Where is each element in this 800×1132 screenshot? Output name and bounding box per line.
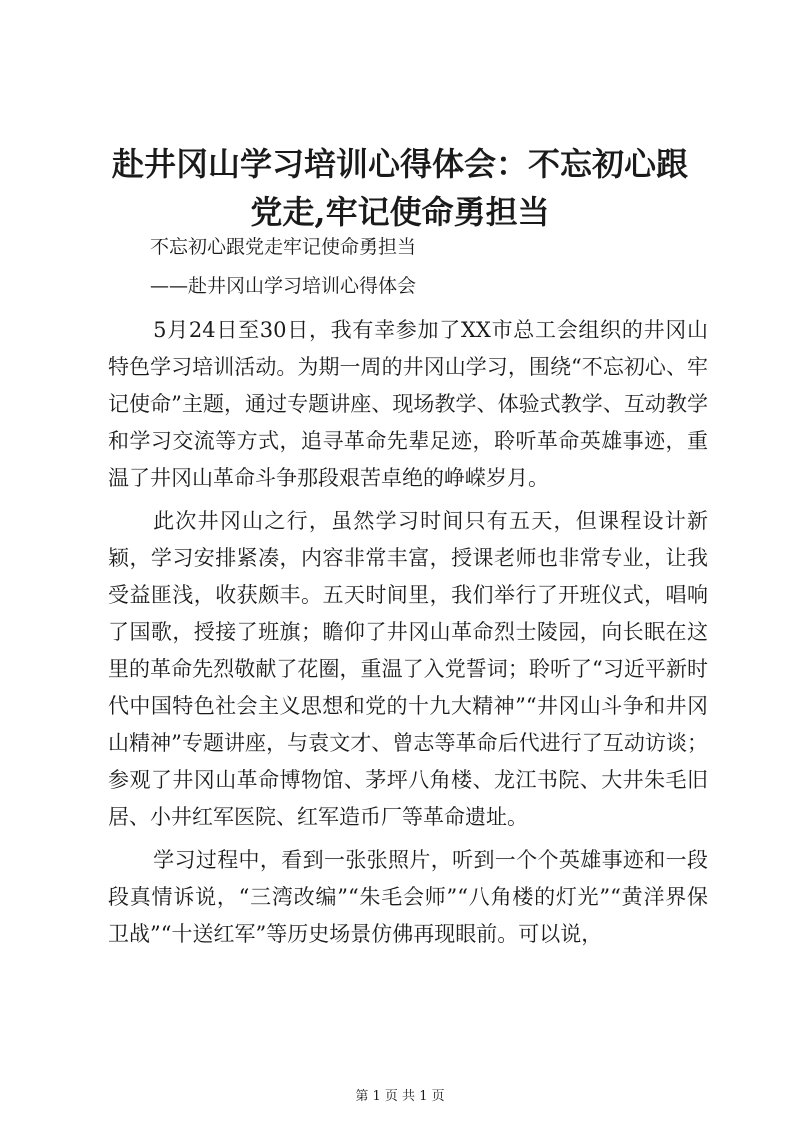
body-paragraph-3: 学习过程中，看到一张张照片，听到一个个英雄事迹和一段段真情诉说，“三湾改编”“朱毛会师”“八角楼的灯光”“黄洋界保卫战”“十送红军”等历史场景仿佛再现眼前。可以说，: [108, 848, 708, 946]
body-paragraph-1: 5月24日至30日，我有幸参加了XX市总工会组织的井冈山特色学习培训活动。为期一周的井冈山学习，围绕“不忘初心、牢记使命”主题，通过专题讲座、现场教学、体验式教学、互动教学和学习交流等方式，追寻革命先辈足迹，聆听革命英雄事迹，重温了井冈山革命斗争那段艰苦卓绝的峥嵘岁月。: [108, 318, 708, 490]
subtitle-line-1: 不忘初心跟党走牢记使命勇担当: [150, 236, 417, 258]
page-footer: 第 1 页 共 1 页: [355, 1089, 445, 1104]
subtitle-line-2: ——赴井冈山学习培训心得体会: [150, 275, 417, 297]
document-body: [108, 312, 708, 959]
document-title: 赴井冈山学习培训心得体会：不忘初心跟党走,牢记使命勇担当: [111, 145, 688, 231]
body-paragraph-2: 此次井冈山之行，虽然学习时间只有五天，但课程设计新颖，学习安排紧凑，内容非常丰富，授课老师也非常专业，让我受益匪浅，收获颇丰。五天时间里，我们举行了开班仪式，唱响了国歌，授接了班旗；瞻仰了井冈山革命烈士陵园，向长眠在这里的革命先烈敬献了花圈，重温了入党誓词；聆听了“习近平新时代中国特色社会主义思想和党的十九大精神”“井冈山斗争和井冈山精神”专题讲座，与袁文才、曾志等革命后代进行了互动访谈；参观了井冈山革命博物馆、茅坪八角楼、龙江书院、大井朱毛旧居、小井红军医院、红军造币厂等革命遗址。: [108, 509, 708, 829]
